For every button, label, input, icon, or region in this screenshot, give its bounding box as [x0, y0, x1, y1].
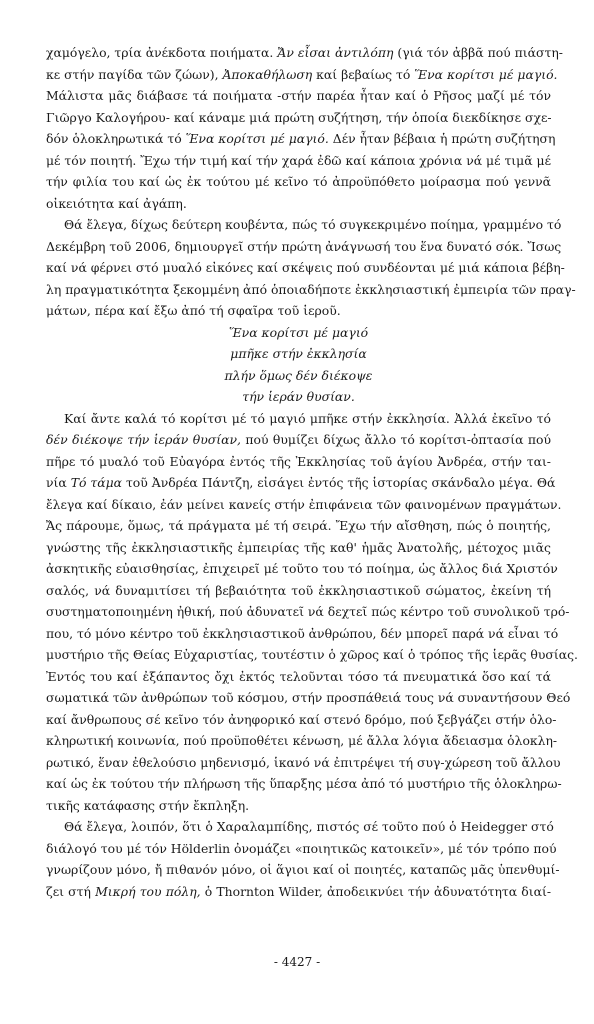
text-line: Δεκέμβρη τοῦ 2006, δημιουργεῖ στήν πρώτη ἀνάγνωσή του ἕνα δυνατό σόκ. Ἴσως	[46, 238, 562, 254]
text-line: πῆρε τό μυαλό τοῦ Εὐαγόρα ἐντός τῆς Ἐκκλησίας τοῦ ἁγίου Ἀνδρέα, στήν ται-	[46, 453, 551, 469]
page-number: - 4427 -	[273, 955, 321, 969]
text-line: σωματικά τῶν ἀνθρώπων τοῦ κόσμου, στήν προσπάθειά τους νά συναντήσουν Θεό	[46, 690, 571, 705]
text-line: ρωτικό, ἕναν ἐθελούσιο μηδενισμό, ἱκανό νά ἐπιτρέψει τή συγ-χώρεση τοῦ ἄλλου	[46, 754, 561, 770]
italic-title: Ἀποκαθήλωση	[222, 66, 313, 82]
italic-title: δέν διέκοψε τήν ἱεράν θυσίαν,	[46, 432, 241, 447]
text-line: καί ὡς ἐκ τούτου τήν πλήρωση τῆς ὕπαρξης μέσα ἀπό τό μυστήριο τῆς ὁλοκληρω-	[46, 776, 562, 791]
text-line: γνωρίζουν μόνο, ἤ πιθανόν μόνο, οἱ ἅγιοι καί οἱ ποιητές, καταπῶς μᾶς ὑπενθυμί-	[46, 862, 560, 877]
paragraph-2	[46, 214, 576, 322]
paragraph-4	[46, 816, 560, 902]
paragraph-3	[46, 408, 578, 817]
paragraph-1	[46, 42, 563, 214]
text-line: Θά ἔλεγα, λοιπόν, ὅτι ὁ Χαραλαμπίδης, πιστός σέ τοῦτο πού ὁ Heidegger στό	[64, 819, 554, 834]
text-line: οἰκειότητα καί ἀγάπη.	[46, 195, 187, 211]
text-line: ζει στή Μικρή του πόλη, ὁ Thornton Wilder, ἀποδεικνύει τήν ἀδυνατότητα διαί-	[46, 883, 552, 899]
text-line: κε στήν παγίδα τῶν ζώων), Ἀποκαθήλωση καί βεβαίως τό Ἕνα κορίτσι μέ μαγιό.	[46, 66, 558, 82]
poem-line: Ἕνα κορίτσι μέ μαγιό	[228, 324, 369, 340]
text-line: νία Τό τάμα τοῦ Ἀνδρέα Πάντζη, εἰσάγει ἐντός τῆς ἱστορίας σκάνδαλο μέγα. Θά	[46, 475, 556, 490]
text-line: διάλογό του μέ τόν Hölderlin ὀνομάζει «ποιητικῶς κατοικεῖν», μέ τόν τρόπο πού	[46, 840, 557, 856]
text-line: γνώστης τῆς ἐκκλησιαστικῆς ἐμπειρίας τῆς καθ' ἡμᾶς Ἀνατολῆς, μέτοχος μιᾶς	[46, 539, 551, 555]
italic-title: Ἕνα κορίτσι μέ μαγιό.	[185, 131, 329, 146]
text-line: μάτων, πέρα καί ἔξω ἀπό τή σφαῖρα τοῦ ἱεροῦ.	[46, 303, 341, 318]
text-line: Μάλιστα μᾶς διάβασε τά ποιήματα -στήν παρέα ἦταν καί ὁ Ρῆσος μαζί μέ τόν	[46, 88, 551, 103]
poem-line: τήν ἱεράν θυσίαν.	[242, 389, 355, 404]
text-line: λη πραγματικότητα ξεκομμένη ἀπό ὁποιαδήποτε ἐκκλησιαστική ἐμπειρία τῶν πραγ-	[46, 281, 576, 297]
text-line: Ἄς πάρουμε, ὅμως, τά πράγματα μέ τή σειρά. Ἔχω τήν αἴσθηση, πώς ὁ ποιητής,	[46, 518, 551, 533]
text-line: καί νά φέρνει στό μυαλό εἰκόνες καί σκέψεις πού συνδέονται μέ μιά κάποια βέβη-	[46, 260, 565, 275]
text-line: μέ τόν ποιητή. Ἔχω τήν τιμή καί τήν χαρά ἐδῶ καί κάποια χρόνια νά μέ τιμᾶ μέ	[46, 152, 551, 168]
poem-quote	[46, 322, 551, 408]
text-line: Ἐντός του καί ἐξάπαντος ὄχι ἐκτός τελοῦνται τόσο τά πνευματικά ὅσο καί τά	[46, 668, 551, 684]
text-line: κληρωτική κοινωνία, πού προϋποθέτει κένωση, μέ ἄλλα λόγια ἄδειασμα ὁλοκλη-	[46, 733, 558, 748]
text-line: Θά ἔλεγα, δίχως δεύτερη κουβέντα, πώς τό συγκεκριμένο ποίημα, γραμμένο τό	[64, 217, 562, 232]
text-line: δόν ὁλοκληρωτικά τό Ἕνα κορίτσι μέ μαγιό. Δέν ἦταν βέβαια ἡ πρώτη συζήτηση	[46, 131, 556, 146]
text-line: Καί ἄντε καλά τό κορίτσι μέ τό μαγιό μπῆκε στήν ἐκκλησία. Ἀλλά ἐκεῖνο τό	[64, 410, 551, 426]
text-line: δέν διέκοψε τήν ἱεράν θυσίαν, πού θυμίζει δίχως ἄλλο τό κορίτσι-ὀπτασία πού	[46, 432, 552, 447]
text-line: ἔλεγα καί δίκαιο, ἐάν μείνει κανείς στήν ἐπιφάνεια τῶν φαινομένων πραγμάτων.	[46, 496, 562, 512]
body-text	[46, 42, 578, 902]
italic-title: Τό τάμα	[70, 475, 123, 490]
text-line: μυστήριο τῆς Θείας Εὐχαριστίας, τουτέστιν ὁ χῶρος καί ὁ τρόπος τῆς ἱερᾶς θυσίας.	[46, 647, 578, 662]
poem-line: μπῆκε στήν ἐκκλησία	[230, 346, 367, 361]
text-line: που, τό μόνο κέντρο τοῦ ἐκκλησιαστικοῦ ἀνθρώπου, δέν μπορεῖ παρά νά εἶναι τό	[46, 625, 559, 641]
poem-line: πλήν ὅμως δέν διέκοψε	[224, 367, 373, 383]
italic-title: Μικρή του πόλη,	[95, 883, 201, 899]
text-line: σαλός, νά δυναμιτίσει τή βεβαιότητα τοῦ ἐκκλησιαστικοῦ σώματος, ἐκείνη τή	[46, 582, 551, 598]
text-line: ἀσκητικῆς εὐαισθησίας, ἐπιχειρεῖ μέ τοῦτο του τό ποίημα, ὡς ἄλλος διά Χριστόν	[46, 561, 558, 576]
text-line: τήν φιλία του καί ὡς ἐκ τούτου μέ κεῖνο τό ἀπροϋπόθετο μοίρασμα πού γεννᾶ	[46, 174, 551, 189]
text-line: χαμόγελο, τρία ἀνέκδοτα ποιήματα. Ἄν εἶσαι ἀντιλόπη (γιά τόν ἀββᾶ πού πιάστη-	[46, 45, 563, 60]
italic-title: Ἄν εἶσαι ἀντιλόπη	[277, 45, 394, 60]
text-line: συστηματοποιημένη ἠθική, πού ἀδυνατεῖ νά δεχτεῖ πώς κέντρο τοῦ συνολικοῦ τρό-	[46, 604, 570, 619]
text-line: τικῆς κατάφασης στήν ἔκπληξη.	[46, 797, 250, 813]
text-line: Γιῶργο Καλογήρου- καί κάναμε μιά πρώτη συζήτηση, τήν ὁποία διεκδίκησε σχε-	[46, 109, 552, 125]
italic-title: Ἕνα κορίτσι μέ μαγιό.	[414, 66, 558, 82]
text-line: καί ἄνθρωπους σέ κεῖνο τόν ἀνηφορικό καί στενό δρόμο, πού ξεβγάζει στήν ὁλο-	[46, 711, 557, 727]
